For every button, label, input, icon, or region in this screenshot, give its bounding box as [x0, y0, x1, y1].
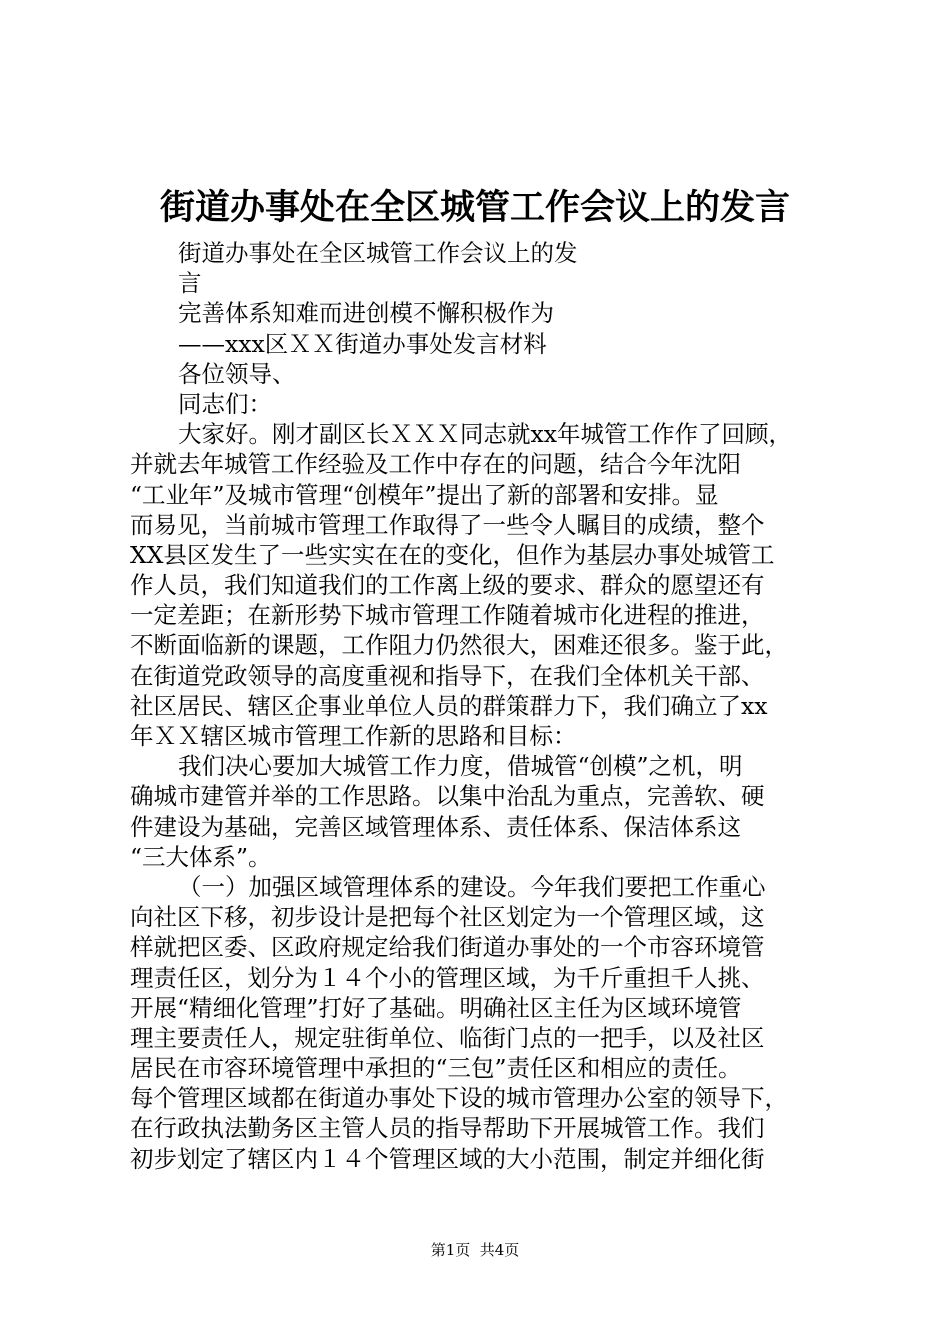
- text-line: 完善体系知难而进创模不懈积极作为: [178, 299, 554, 328]
- text-line: 言: [178, 269, 202, 298]
- text-line: 向社区下移，初步设计是把每个社区划定为一个管理区域，这: [130, 903, 765, 932]
- document-title: 街道办事处在全区城管工作会议上的发言: [159, 187, 790, 228]
- text-line: 社区居民、辖区企事业单位人员的群策群力下，我们确立了xx: [130, 691, 768, 720]
- text-line: XX县区发生了一些实实在在的变化，但作为基层办事处城管工: [130, 540, 775, 569]
- text-line: “三大体系”。: [130, 842, 272, 871]
- text-line: 开展“精细化管理”打好了基础。明确社区主任为区域环境管: [130, 993, 742, 1022]
- text-line: 样就把区委、区政府规定给我们街道办事处的一个市容环境管: [130, 933, 765, 962]
- document-body: [130, 238, 830, 1174]
- text-line: 而易见，当前城市管理工作取得了一些令人瞩目的成绩，整个: [130, 510, 765, 539]
- text-line: 并就去年城管工作经验及工作中存在的问题，结合今年沈阳: [130, 450, 741, 479]
- text-line: 我们决心要加大城管工作力度，借城管“创模”之机，明: [178, 752, 743, 781]
- text-line: 在街道党政领导的高度重视和指导下，在我们全体机关干部、: [130, 661, 765, 690]
- text-line: 作人员，我们知道我们的工作离上级的要求、群众的愿望还有: [130, 571, 765, 600]
- text-line: 大家好。刚才副区长ＸＸＸ同志就xx年城管工作作了回顾，: [178, 420, 793, 449]
- text-line: 件建设为基础，完善区域管理体系、责任体系、保洁体系这: [130, 812, 741, 841]
- text-line: 年ＸＸ辖区城市管理工作新的思路和目标：: [130, 722, 577, 750]
- text-line: “工业年”及城市管理“创模年”提出了新的部署和安排。显: [130, 480, 719, 509]
- text-line: 理责任区，划分为１４个小的管理区域，为千斤重担千人挑、: [130, 963, 765, 992]
- text-line: 居民在市容环境管理中承担的“三包”责任区和相应的责任。: [130, 1054, 742, 1083]
- text-line: 各位领导、: [178, 359, 296, 388]
- text-line: 理主要责任人，规定驻街单位、临街门点的一把手，以及社区: [130, 1023, 765, 1052]
- text-line: 在行政执法勤务区主管人员的指导帮助下开展城管工作。我们: [130, 1114, 765, 1143]
- text-line: 每个管理区域都在街道办事处下设的城市管理办公室的领导下，: [130, 1084, 788, 1113]
- text-line: （一）加强区域管理体系的建设。今年我们要把工作重心: [178, 872, 766, 901]
- text-line: ——xxx区ＸＸ街道办事处发言材料: [178, 329, 547, 358]
- text-line: 确城市建管并举的工作思路。以集中治乱为重点，完善软、硬: [130, 782, 765, 811]
- text-line: 街道办事处在全区城管工作会议上的发: [178, 239, 578, 267]
- text-line: 一定差距；在新形势下城市管理工作随着城市化进程的推进，: [130, 601, 765, 630]
- text-line: 不断面临新的课题，工作阻力仍然很大，困难还很多。鉴于此，: [130, 631, 788, 660]
- page-footer: 第1页 共4页: [430, 1241, 520, 1259]
- text-line: 初步划定了辖区内１４个管理区域的大小范围，制定并细化街: [130, 1144, 765, 1173]
- text-line: 同志们：: [178, 389, 272, 418]
